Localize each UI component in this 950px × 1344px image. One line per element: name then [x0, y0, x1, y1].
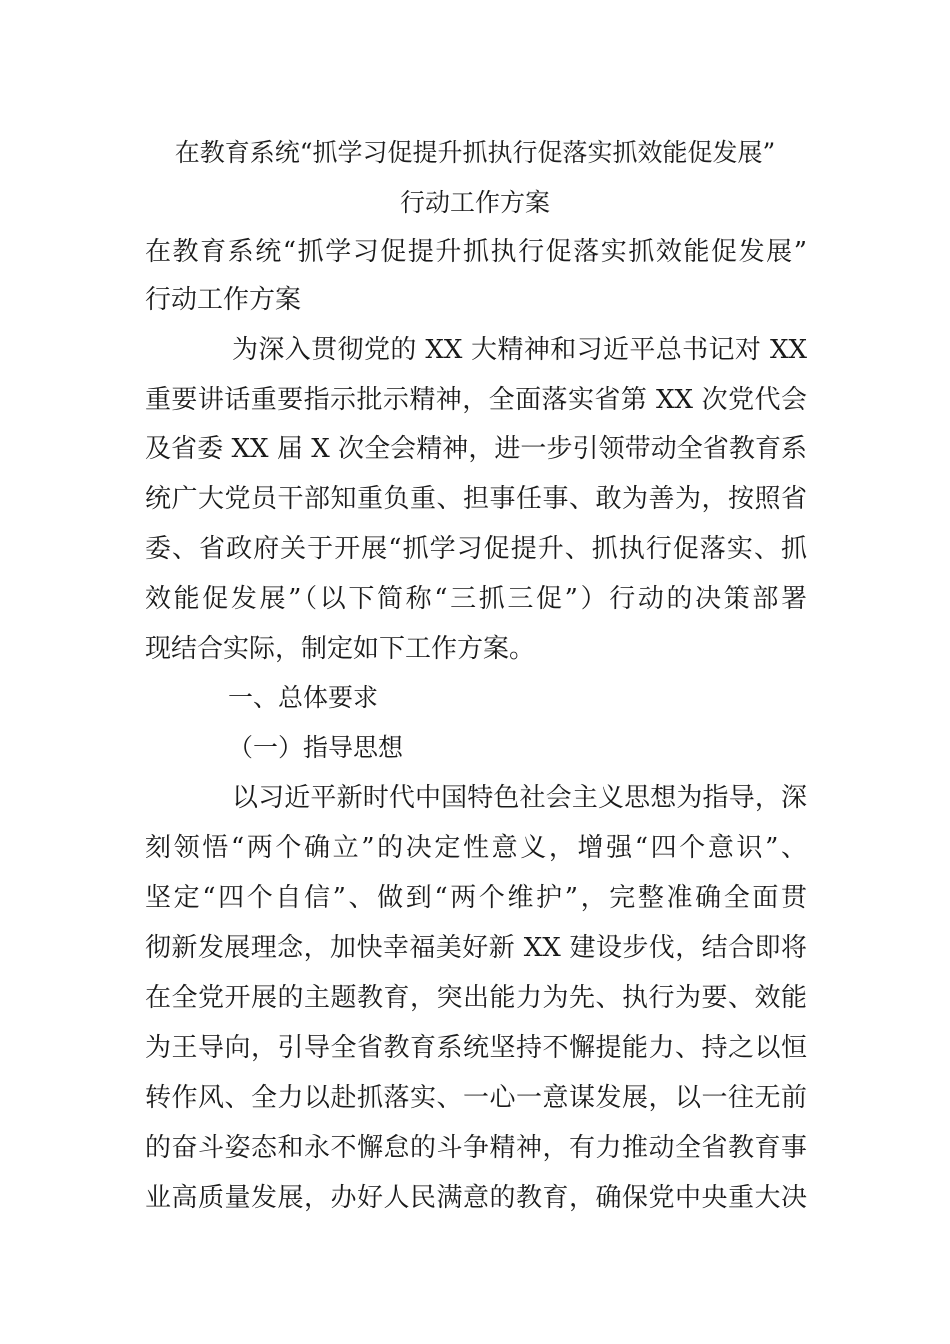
- repeated-title-line-1: 在教育系统“抓学习促提升抓执行促落实抓效能促发展”: [145, 237, 807, 267]
- paragraph-1-line-4: 统广大党员干部知重负重、担事任事、敢为善为，按照省: [145, 484, 807, 514]
- subsection-1-heading: （一）指导思想: [228, 733, 404, 762]
- paragraph-2-line-1: 以习近平新时代中国特色社会主义思想为指导，深: [232, 783, 807, 813]
- paragraph-2-line-3: 坚定“四个自信”、做到“两个维护”，完整准确全面贯: [145, 883, 807, 913]
- paragraph-2-line-2: 刻领悟“两个确立”的决定性意义，增强“四个意识”、: [145, 833, 807, 863]
- repeated-title-line-2: 行动工作方案: [145, 285, 302, 315]
- paragraph-2-line-7: 转作风、全力以赴抓落实、一心一意谋发展，以一往无前: [145, 1083, 807, 1113]
- paragraph-1-line-3: 及省委 XX 届 X 次全会精神，进一步引领带动全省教育系: [145, 434, 807, 464]
- document-title-line-2: 行动工作方案: [399, 188, 550, 217]
- paragraph-2-line-8: 的奋斗姿态和永不懈怠的斗争精神，有力推动全省教育事: [145, 1133, 807, 1163]
- paragraph-2-line-6: 为王导向，引导全省教育系统坚持不懈提能力、持之以恒: [145, 1033, 807, 1063]
- paragraph-1-line-2: 重要讲话重要指示批示精神，全面落实省第 XX 次党代会: [145, 385, 807, 415]
- paragraph-1-line-5: 委、省政府关于开展“抓学习促提升、抓执行促落实、抓: [145, 534, 807, 564]
- document-title-line-1: 在教育系统“抓学习促提升抓执行促落实抓效能促发展”: [174, 138, 776, 167]
- section-1-heading: 一、总体要求: [228, 683, 379, 712]
- paragraph-2-line-4: 彻新发展理念，加快幸福美好新 XX 建设步伐，结合即将: [145, 933, 807, 963]
- paragraph-1-line-6: 效能促发展”（以下简称“三抓三促”）行动的决策部署: [145, 584, 807, 614]
- paragraph-1-line-7: 现结合实际，制定如下工作方案。: [145, 634, 536, 664]
- paragraph-1-line-1: 为深入贯彻党的 XX 大精神和习近平总书记对 XX: [232, 335, 807, 365]
- paragraph-2-line-5: 在全党开展的主题教育，突出能力为先、执行为要、效能: [145, 983, 807, 1013]
- paragraph-2-line-9: 业高质量发展，办好人民满意的教育，确保党中央重大决: [145, 1183, 807, 1213]
